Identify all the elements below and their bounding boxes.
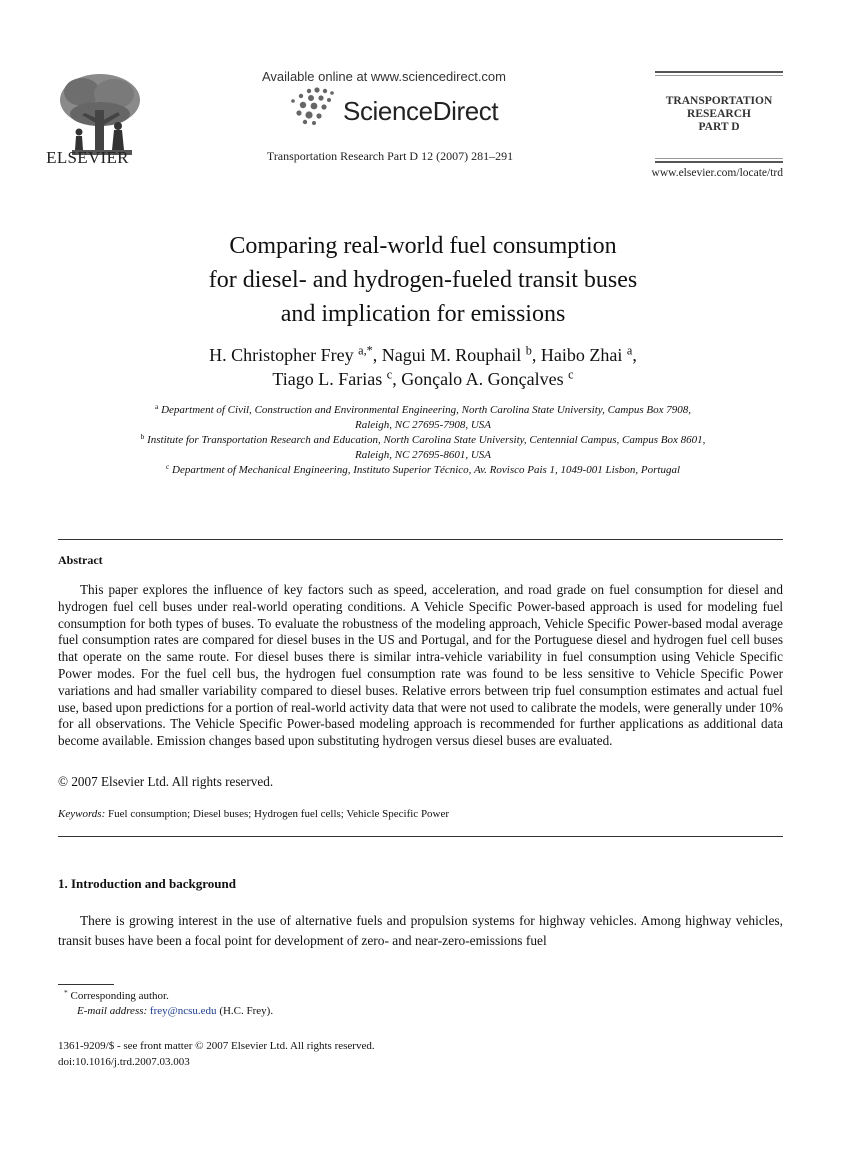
- sciencedirect-wordmark[interactable]: ScienceDirect: [343, 96, 499, 126]
- author-separator: ,: [632, 345, 637, 365]
- journal-box-bottom-rule: [655, 161, 783, 163]
- keywords-label: Keywords:: [58, 808, 106, 820]
- author-affiliation-mark[interactable]: a,*: [358, 343, 373, 358]
- email-label: E-mail address:: [77, 1005, 148, 1017]
- section-heading: 1. Introduction and background: [58, 876, 236, 891]
- affiliation-a: [60, 403, 786, 418]
- author-separator: ,: [372, 345, 382, 365]
- keywords: [58, 808, 449, 820]
- email-link[interactable]: frey@ncsu.edu: [149, 1005, 217, 1017]
- affiliation-text: Department of Civil, Construction and Environmental Engineering, North Carolina State University, Campus Box 7908,: [161, 404, 691, 416]
- author-name[interactable]: Haibo Zhai: [540, 345, 623, 365]
- journal-title-line: PART D: [698, 121, 740, 133]
- affiliation-text: Raleigh, NC 27695-7908, USA: [355, 419, 491, 431]
- journal-url-link[interactable]: www.elsevier.com/locate/trd: [651, 167, 783, 179]
- author-affiliation-mark[interactable]: c: [386, 367, 393, 382]
- abstract-top-rule: [58, 539, 783, 540]
- journal-title-line: RESEARCH: [687, 108, 751, 120]
- affiliation-text: Department of Mechanical Engineering, Instituto Superior Técnico, Av. Rovisco Pais 1, 1049-001 Lisbon, Portugal: [172, 464, 681, 476]
- footnote-rule: [58, 984, 114, 985]
- section-body: There is growing interest in the use of alternative fuels and propulsion systems for highway vehicles. Among highway vehicles, transit buses have been a focal point for development of zero- and near-zero-emissions fuel: [58, 913, 783, 948]
- author-name[interactable]: H. Christopher Frey: [209, 345, 354, 365]
- affiliation-text: Institute for Transportation Research and Education, North Carolina State University, Centennial Campus, Campus Box 8601,: [147, 434, 706, 446]
- author-name[interactable]: Gonçalo A. Gonçalves: [401, 369, 564, 389]
- publisher-name: ELSEVIER: [46, 148, 129, 167]
- author-list: [60, 343, 786, 391]
- affiliation-mark: b: [140, 431, 145, 441]
- journal-citation: Transportation Research Part D 12 (2007) 281–291: [266, 149, 514, 163]
- abstract-copyright: © 2007 Elsevier Ltd. All rights reserved.: [58, 774, 274, 789]
- journal-title-block: [655, 95, 783, 134]
- author-name[interactable]: Tiago L. Farias: [272, 369, 383, 389]
- author-affiliation-mark[interactable]: c: [568, 367, 574, 382]
- author-separator: ,: [392, 369, 402, 389]
- journal-title-line: TRANSPORTATION: [665, 95, 773, 107]
- issn-line: 1361-9209/$ - see front matter © 2007 Elsevier Ltd. All rights reserved.: [58, 1040, 375, 1052]
- author-affiliation-mark[interactable]: b: [525, 343, 532, 358]
- footnote-email: [77, 1004, 273, 1019]
- affiliation-c: [60, 463, 786, 478]
- author-separator: ,: [531, 345, 541, 365]
- affiliation-mark: a: [155, 401, 159, 411]
- doi-line[interactable]: doi:10.1016/j.trd.2007.03.003: [58, 1056, 190, 1068]
- abstract-bottom-rule: [58, 836, 783, 837]
- author-affiliation-mark[interactable]: a: [626, 343, 633, 358]
- title-line: and implication for emissions: [280, 301, 566, 327]
- author-name[interactable]: Nagui M. Rouphail: [381, 345, 522, 365]
- footnote-mark: *: [64, 987, 68, 997]
- journal-box-top-rule-thin: [655, 75, 783, 76]
- abstract-body: This paper explores the influence of key factors such as speed, acceleration, and road grade on fuel consumption for diesel and hydrogen fuel cell buses under real-world operating conditions. A Vehicle Specific Power-based approach is used for modeling fuel consumption for both types of buses. To evaluate the robustness of the modeling approach, Vehicle Specific Power-based modal average fuel consumption rates are compared for diesel buses in the US and Portugal, and for the Portuguese diesel and hydrogen fuel cell buses that operate on the same route. For diesel buses there is similar intra-vehicle variability in fuel consumption using Vehicle Specific Power modes. For the fuel cell bus, the hydrogen fuel consumption rate was found to be less sensitive to Vehicle Specific Power variations and had smaller variability compared to diesel buses. Relative errors between trip fuel consumption estimates and actual fuel use, based upon predictions for a portion of real-world activity data that were not used to calibrate the models, were generally under 10% for all observations. The Vehicle Specific Power-based modeling approach is recommended for further applications as additional data become available. Emission changes based upon substituting hydrogen versus diesel buses are evaluated.: [58, 582, 783, 749]
- journal-box-bottom-rule-thin: [655, 158, 783, 159]
- footnote-corresponding: [64, 989, 169, 1004]
- email-suffix: (H.C. Frey).: [219, 1005, 274, 1017]
- abstract-heading: Abstract: [58, 553, 103, 567]
- available-online-text[interactable]: Available online at www.sciencedirect.com: [262, 69, 506, 84]
- article-title: [60, 229, 786, 331]
- affiliation-mark: c: [165, 461, 170, 471]
- affiliation-b: [60, 433, 786, 448]
- sciencedirect-dots-icon: [287, 86, 345, 126]
- keywords-list: Fuel consumption; Diesel buses; Hydrogen fuel cells; Vehicle Specific Power: [108, 808, 450, 820]
- footnote-text: Corresponding author.: [70, 990, 169, 1002]
- title-line: for diesel- and hydrogen-fueled transit buses: [208, 267, 638, 293]
- affiliations: [60, 403, 786, 478]
- affiliation-text: Raleigh, NC 27695-8601, USA: [355, 449, 491, 461]
- title-line: Comparing real-world fuel consumption: [229, 233, 617, 259]
- journal-box-top-rule: [655, 71, 783, 73]
